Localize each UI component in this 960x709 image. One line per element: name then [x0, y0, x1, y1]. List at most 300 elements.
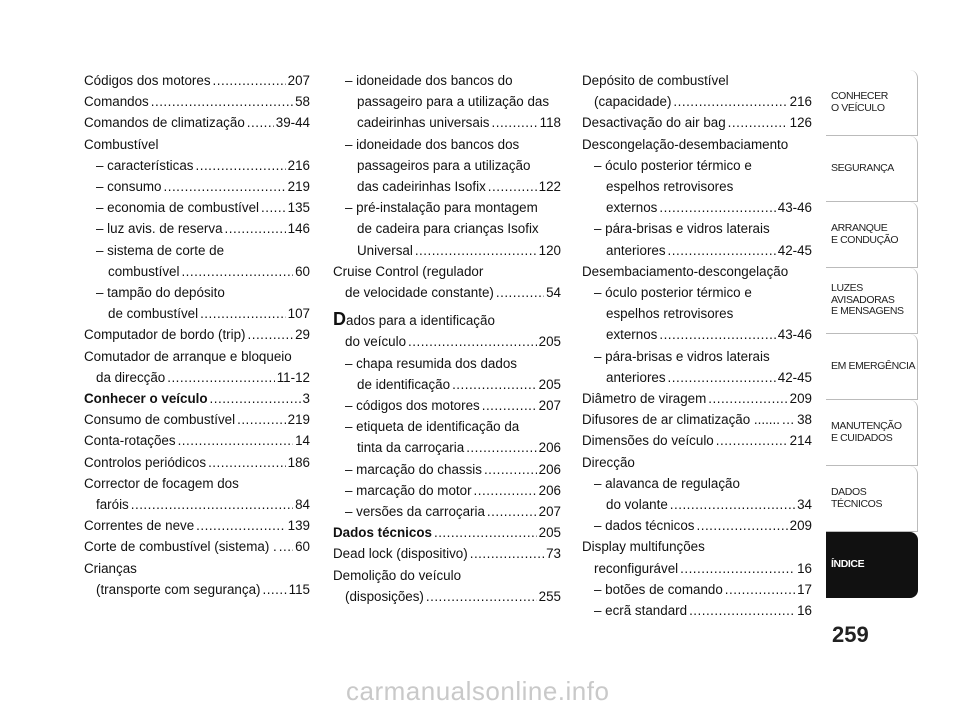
page-ref: 17: [797, 581, 812, 597]
index-entry: [84, 261, 310, 282]
index-entry-label: Correntes de neve: [84, 518, 195, 534]
page-ref: 43-46: [777, 200, 812, 216]
page-ref: 209: [789, 518, 812, 534]
index-entry-label: combustível: [108, 263, 180, 279]
index-entry-text: [333, 522, 432, 543]
index-column-2: [333, 70, 561, 607]
leader-dots: [482, 395, 537, 416]
index-entry-label: ados para a identificação: [346, 313, 495, 329]
index-entry-text: [582, 134, 788, 155]
page-ref: 42-45: [777, 369, 812, 385]
index-entry-label: Diâmetro de viragem: [582, 391, 707, 407]
index-entry-text: [594, 155, 752, 176]
index-column-3: [582, 70, 812, 621]
index-entry: [582, 558, 812, 579]
index-entry-label: da direcção: [96, 369, 166, 385]
index-entry-text: [96, 494, 129, 515]
leader-dots: [247, 112, 274, 133]
index-entry: [333, 112, 561, 133]
index-entry: [84, 558, 310, 579]
index-entry: [84, 409, 310, 430]
index-entry-text: [582, 112, 726, 133]
page-ref: 16: [797, 560, 812, 576]
leader-dots: [237, 409, 286, 430]
index-entry-label: do veículo: [345, 334, 407, 350]
index-entry-text: [345, 416, 519, 437]
leader-dots: [689, 600, 795, 621]
index-entry: [84, 367, 310, 388]
index-entry-label: Cruise Control (regulador: [333, 263, 484, 279]
index-entry: [582, 112, 812, 133]
section-tabs: [826, 70, 918, 598]
index-entry-text: [333, 565, 461, 586]
index-entry: [84, 303, 310, 324]
index-entry-text: [84, 388, 208, 409]
index-entry: [333, 176, 561, 197]
page-ref: 60: [295, 539, 310, 555]
index-entry-label: – óculo posterior térmico e: [594, 157, 752, 173]
section-tab[interactable]: [826, 202, 918, 268]
page-ref: 126: [789, 115, 812, 131]
index-entry-label: Comandos de climatização: [84, 115, 245, 131]
page-ref: 135: [287, 200, 310, 216]
index-entry-text: [96, 579, 260, 600]
leader-dots: [474, 480, 537, 501]
page-ref: 58: [295, 94, 310, 110]
index-entry-label: Comandos: [84, 94, 149, 110]
index-entry-text: [84, 134, 158, 155]
section-tab-label: CONHECER: [831, 90, 888, 102]
section-tab[interactable]: [826, 400, 918, 466]
index-entry: [582, 409, 812, 430]
index-entry-text: [84, 91, 149, 112]
leader-dots: [415, 240, 537, 261]
index-entry-text: [357, 374, 450, 395]
index-entry-label: do volante: [606, 497, 668, 513]
index-entry-label: Corte de combustível (sistema) .: [84, 539, 277, 555]
index-entry: [582, 473, 812, 494]
index-entry-text: [108, 303, 198, 324]
index-entry-label: externos: [606, 327, 658, 343]
index-entry-text: [357, 91, 549, 112]
index-entry: [333, 261, 561, 282]
index-entry-text: [606, 240, 666, 261]
leader-dots: [196, 155, 286, 176]
page-ref: 209: [789, 391, 812, 407]
page-ref: 14: [295, 433, 310, 449]
index-entry: [582, 494, 812, 515]
index-entry-label: espelhos retrovisores: [606, 179, 734, 195]
index-entry-label: Display multifunções: [582, 539, 705, 555]
index-entry-text: [333, 543, 468, 564]
page-ref: 29: [295, 327, 310, 343]
index-entry-label: – marcação do chassis: [345, 461, 482, 477]
leader-dots: [708, 388, 787, 409]
index-entry-label: de cadeira para crianças Isofix: [357, 221, 539, 237]
index-entry-label: Comutador de arranque e bloqueio: [84, 348, 292, 364]
leader-dots: [279, 536, 293, 557]
page-ref: 107: [287, 306, 310, 322]
index-entry-text: [96, 176, 162, 197]
page-ref: 207: [287, 73, 310, 88]
index-entry-text: [84, 558, 137, 579]
index-entry: [582, 155, 812, 176]
page-ref: 186: [287, 454, 310, 470]
leader-dots: [213, 70, 286, 91]
index-entry-text: [582, 388, 706, 409]
index-entry-label: tinta da carroçaria: [357, 440, 465, 456]
index-entry-label: de identificação: [357, 376, 451, 392]
index-entry-text: [84, 473, 239, 494]
index-entry-label: Consumo de combustível: [84, 412, 236, 428]
index-entry-label: passageiro para a utilização das: [357, 94, 550, 110]
page-ref: 216: [789, 94, 812, 110]
index-entry-text: [606, 494, 668, 515]
page-ref: 115: [288, 581, 310, 597]
index-entry-label: Conhecer o veículo: [84, 391, 208, 407]
section-tab-label: O VEÍCULO: [831, 101, 885, 114]
index-entry-label: – características: [96, 157, 194, 173]
leader-dots: [470, 543, 544, 564]
index-entry-text: [84, 452, 206, 473]
index-entry: [84, 494, 310, 515]
index-entry-label: de velocidade constante): [345, 285, 494, 301]
index-entry: [84, 240, 310, 261]
index-entry: [84, 197, 310, 218]
index-entry-text: [96, 197, 259, 218]
index-entry: [84, 282, 310, 303]
index-entry-text: [594, 473, 740, 494]
leader-dots: [716, 430, 788, 451]
leader-dots: [680, 558, 795, 579]
index-entry-label: – idoneidade dos bancos dos: [345, 136, 520, 152]
index-entry-label: Desembaciamento-descongelação: [582, 263, 789, 279]
index-entry-text: [345, 134, 519, 155]
leader-dots: [210, 388, 301, 409]
section-tab-label: ARRANQUE: [831, 222, 888, 234]
page-ref: 11-12: [276, 369, 310, 385]
index-entry-text: [96, 218, 223, 239]
section-tab-label: ÍNDICE: [831, 558, 865, 571]
index-entry: [582, 261, 812, 282]
index-entry-text: [582, 261, 788, 282]
page-ref: 146: [287, 221, 310, 237]
index-entry: [582, 70, 812, 91]
leader-dots: [728, 112, 788, 133]
section-tab[interactable]: [826, 334, 918, 400]
section-tab-label: SEGURANÇA: [831, 161, 894, 174]
page-ref: 206: [538, 461, 561, 477]
leader-dots: [151, 91, 293, 112]
index-entry-text: [84, 346, 292, 367]
index-entry-label: (disposições): [345, 588, 424, 604]
section-tab-label: DADOS: [831, 486, 867, 498]
leader-dots: [426, 586, 537, 607]
section-tab[interactable]: [826, 466, 918, 532]
index-entry-label: – chapa resumida dos dados: [345, 355, 517, 371]
index-entry: [333, 522, 561, 543]
leader-dots: [248, 324, 294, 345]
index-entry-label: – pára-brisas e vidros laterais: [594, 221, 770, 237]
leader-dots: [181, 261, 293, 282]
page-ref: 39-44: [275, 115, 310, 131]
index-entry: [582, 218, 812, 239]
page-ref: 255: [538, 588, 561, 604]
leader-dots: [178, 430, 294, 451]
section-tab[interactable]: [826, 268, 918, 334]
leader-dots: [496, 282, 544, 303]
index-entry: [582, 600, 812, 621]
index-entry-text: [606, 324, 657, 345]
index-entry: [333, 586, 561, 607]
index-entry-label: – códigos dos motores: [345, 398, 480, 414]
index-entry-text: [594, 91, 671, 112]
index-entry-text: [84, 515, 194, 536]
leader-dots: [725, 579, 795, 600]
index-entry: [84, 70, 310, 91]
index-entry-label: – economia de combustível: [96, 200, 260, 216]
leader-dots: [452, 374, 537, 395]
leader-dots: [659, 197, 775, 218]
page-ref: 219: [287, 412, 310, 428]
index-entry-label: – alavanca de regulação: [594, 475, 740, 491]
page-number: 259: [832, 622, 869, 647]
index-entry: [582, 579, 812, 600]
index-entry-text: [582, 70, 729, 91]
section-tab-label: EM EMERGÊNCIA: [831, 359, 916, 372]
leader-dots: [673, 91, 787, 112]
index-entry-text: [606, 197, 657, 218]
index-entry: [333, 543, 561, 564]
index-entry-label: – versões da carroçaria: [345, 504, 485, 520]
index-entry-label: reconfigurável: [594, 560, 679, 576]
leader-dots: [261, 197, 286, 218]
index-entry-label: (capacidade): [594, 94, 672, 110]
page-ref: 214: [789, 433, 812, 449]
index-entry-text: [594, 218, 770, 239]
index-entry-text: [594, 558, 678, 579]
index-entry-label: Demolição do veículo: [333, 567, 462, 583]
page-ref: 34: [797, 497, 812, 513]
index-entry: [582, 91, 812, 112]
index-entry-label: – óculo posterior térmico e: [594, 285, 752, 301]
index-entry: [84, 579, 310, 600]
index-entry-label: – luz avis. de reserva: [96, 221, 223, 237]
page-ref: 42-45: [777, 242, 812, 258]
section-tab[interactable]: [826, 70, 918, 136]
index-entry-text: [84, 324, 246, 345]
section-tab-label: E MENSAGENS: [831, 305, 904, 318]
index-entry: [84, 346, 310, 367]
leader-dots: [488, 176, 537, 197]
index-entry-text: [345, 282, 494, 303]
page-ref: 73: [546, 546, 561, 562]
index-entry: [333, 331, 561, 352]
page-ref: 16: [797, 603, 812, 619]
index-entry-text: [594, 515, 695, 536]
index-entry: [333, 374, 561, 395]
index-entry-label: – tampão do depósito: [96, 285, 225, 301]
index-entry-text: [606, 303, 733, 324]
index-entry: [333, 565, 561, 586]
index-entry: [84, 452, 310, 473]
page-ref: 206: [538, 440, 561, 456]
page-ref: 219: [287, 179, 310, 195]
index-entry-text: [345, 331, 406, 352]
index-entry: [582, 367, 812, 388]
page-ref: 205: [538, 525, 561, 541]
index-entry: [582, 346, 812, 367]
section-tab-label: AVISADORAS: [831, 293, 895, 306]
index-entry: [84, 515, 310, 536]
index-entry: [582, 134, 812, 155]
index-entry-text: [84, 536, 277, 557]
section-tab[interactable]: [826, 136, 918, 202]
index-entry: [582, 324, 812, 345]
index-entry-text: [84, 409, 235, 430]
leader-dots: [167, 367, 275, 388]
index-entry: [333, 134, 561, 155]
index-entry: [333, 353, 561, 374]
index-entry-label: – ecrã standard: [594, 603, 688, 619]
index-entry-label: anteriores: [606, 242, 666, 258]
page-ref: 3: [302, 391, 310, 407]
index-entry: [84, 473, 310, 494]
index-entry: [333, 459, 561, 480]
index-entry: [84, 91, 310, 112]
index-entry-text: [582, 536, 705, 557]
index-entry-label: – idoneidade dos bancos do: [345, 73, 513, 88]
leader-dots: [668, 367, 776, 388]
page-ref: 84: [295, 497, 310, 513]
index-entry: [582, 176, 812, 197]
index-entry-label: – dados técnicos: [594, 518, 695, 534]
index-entry-label: – sistema de corte de: [96, 242, 225, 258]
index-entry-label: Dimensões do veículo: [582, 433, 714, 449]
index-entry-label: faróis: [96, 497, 129, 513]
index-entry-label: Direcção: [582, 454, 635, 470]
index-entry-label: – marcação do motor: [345, 482, 472, 498]
index-entry-text: [357, 240, 413, 261]
page-ref: 43-46: [777, 327, 812, 343]
leader-dots: [131, 494, 293, 515]
index-entry: [333, 501, 561, 522]
leader-dots: [670, 494, 795, 515]
index-letter: D: [333, 309, 346, 330]
index-entry: [582, 303, 812, 324]
index-entry: [333, 282, 561, 303]
index-entry-label: espelhos retrovisores: [606, 306, 734, 322]
page-ref: 139: [287, 518, 310, 534]
index-entry: [582, 197, 812, 218]
watermark-text: carmanualsonline.info: [346, 676, 610, 706]
index-entry-label: – consumo: [96, 179, 162, 195]
index-entry: [84, 218, 310, 239]
index-entry-text: [357, 218, 539, 239]
section-tab-label: E CONDUÇÃO: [831, 233, 899, 246]
index-entry-text: [345, 459, 482, 480]
index-entry: [333, 480, 561, 501]
index-entry-label: (transporte com segurança): [96, 581, 261, 597]
index-entry-text: [96, 155, 194, 176]
index-entry-text: [582, 430, 714, 451]
index-entry-text: [594, 282, 752, 303]
leader-dots: [492, 112, 538, 133]
leader-dots: [782, 409, 795, 430]
page-ref: 207: [538, 398, 561, 414]
leader-dots: [487, 501, 537, 522]
section-tab[interactable]: [826, 532, 918, 598]
index-entry-text: [96, 282, 225, 303]
index-entry-label: Dead lock (dispositivo): [333, 546, 468, 562]
section-tab-label: MANUTENÇÃO: [831, 420, 902, 432]
index-entry-label: Controlos periódicos: [84, 454, 207, 470]
index-entry: [333, 240, 561, 261]
index-entry-text: [606, 367, 666, 388]
page-ref: 216: [287, 157, 310, 173]
index-entry-text: [345, 480, 472, 501]
index-entry-label: Computador de bordo (trip): [84, 327, 246, 343]
leader-dots: [208, 452, 286, 473]
index-entry-text: [357, 176, 486, 197]
index-entry-text: [582, 409, 780, 430]
index-entry: [84, 112, 310, 133]
index-entry: [582, 515, 812, 536]
leader-dots: [434, 522, 537, 543]
index-entry-label: Códigos dos motores: [84, 73, 211, 88]
index-entry-text: [108, 261, 179, 282]
index-entry: [84, 388, 310, 409]
index-entry-label: anteriores: [606, 369, 666, 385]
index-entry-text: [594, 579, 723, 600]
index-entry-label: – botões de comando: [594, 581, 723, 597]
index-column-1: [84, 70, 310, 600]
index-entry-text: [96, 367, 165, 388]
page-ref: 120: [538, 242, 561, 258]
index-entry-label: Descongelação-desembaciamento: [582, 136, 789, 152]
index-entry: [582, 240, 812, 261]
page-ref: 206: [538, 482, 561, 498]
index-entry: [582, 430, 812, 451]
leader-dots: [668, 240, 776, 261]
index-entry: [582, 452, 812, 473]
index-entry: [582, 536, 812, 557]
index-entry-text: [345, 197, 538, 218]
leader-dots: [408, 331, 537, 352]
index-entry: [582, 388, 812, 409]
leader-dots: [262, 579, 286, 600]
index-entry-text: [594, 600, 687, 621]
index-entry-text: [84, 430, 176, 451]
index-entry-label: Universal: [357, 242, 413, 258]
index-entry: [582, 282, 812, 303]
leader-dots: [164, 176, 286, 197]
index-entry-text: [333, 261, 483, 282]
page-ref: 54: [546, 285, 561, 301]
index-entry-text: [84, 70, 211, 91]
index-entry-label: Corrector de focagem dos: [84, 475, 239, 491]
index-entry: [84, 536, 310, 557]
index-entry: [333, 309, 561, 331]
page-ref: 60: [295, 263, 310, 279]
page-ref: 207: [538, 504, 561, 520]
section-tab-label: E CUIDADOS: [831, 431, 893, 444]
leader-dots: [466, 437, 536, 458]
index-entry-label: Crianças: [84, 560, 137, 576]
index-entry-label: externos: [606, 200, 658, 216]
page-ref: 205: [538, 334, 561, 350]
index-entry-text: [345, 395, 480, 416]
